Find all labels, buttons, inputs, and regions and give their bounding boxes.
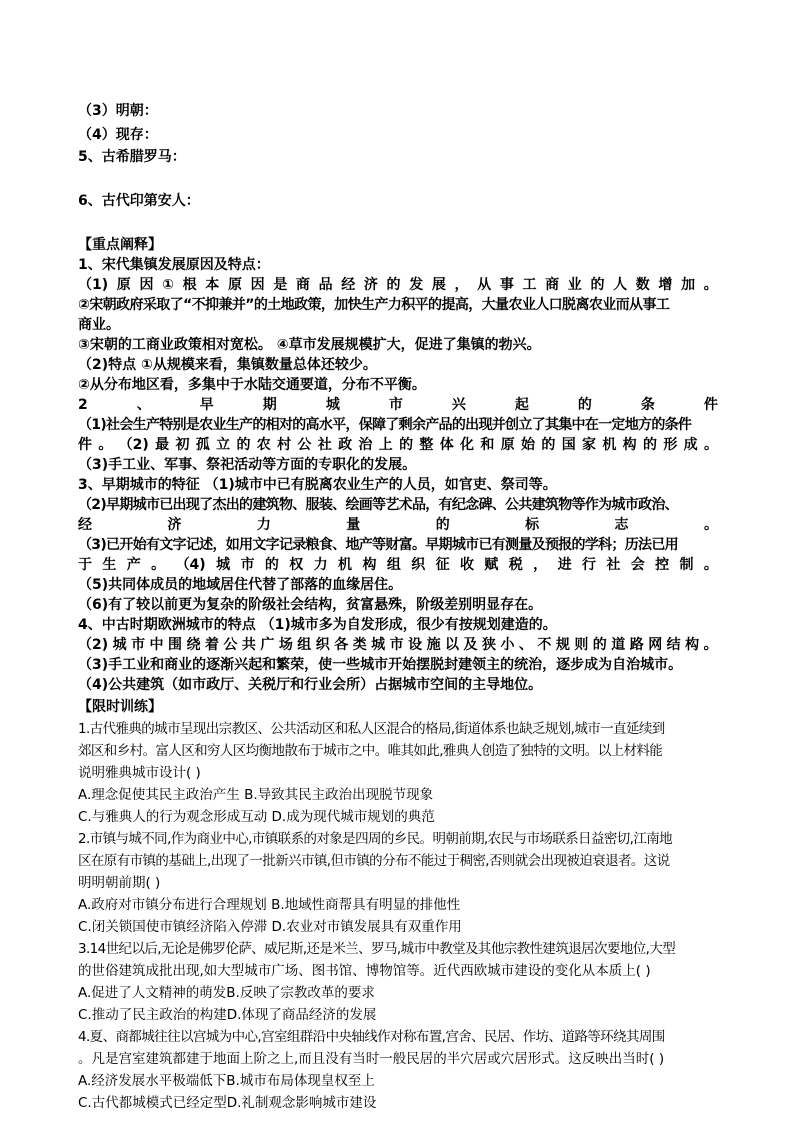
- p3-c3-a: （3)已开始有文字记述，如用文字记录粮食、地产等财富。早期城市已有测量及预报的学科；历法已用: [78, 537, 678, 553]
- p3-c3-token: 市: [240, 557, 255, 573]
- p2-c2-token: 的: [236, 437, 251, 453]
- p3-c3-token: 于: [78, 557, 92, 573]
- p3-c2-token: 。: [703, 517, 718, 533]
- p3-c3-token: 控: [655, 557, 670, 573]
- p2-title: [78, 396, 718, 415]
- p2-title-token: 件: [703, 397, 718, 413]
- p1-reason-token: 经: [341, 277, 356, 293]
- p3-c3-token: 机: [338, 557, 353, 573]
- p4-c2-token: 。: [703, 637, 718, 653]
- p1-reason3: ③宋朝的工商业政策相对宽松。 ④草市发展规模扩大，促进了集镇的勃兴。: [78, 337, 541, 353]
- p4-c2-token: 路: [629, 637, 644, 653]
- p1-reason2-a: ②宋朝政府采取了“不抑兼并”的土地政策，加快生产力积平的提高，大量农业人口脱离农业而从事工: [78, 297, 670, 313]
- p4-c2-token: 小: [500, 637, 515, 653]
- p2-title-token: 2: [78, 397, 88, 413]
- p2-title-token: 的: [577, 397, 592, 413]
- p4-c2-token: 中: [149, 637, 164, 653]
- q3-line-b: 的世俗建筑成批出现,如大型城市广场、图书馆、博物馆等。近代西欧城市建设的变化从本质上( ): [78, 963, 651, 979]
- p4-c2-token: 市: [131, 637, 146, 653]
- p3-c3-token: 城: [216, 557, 231, 573]
- p2-c2-token: 社: [317, 437, 332, 453]
- p2-c2-token: 化: [460, 437, 475, 453]
- p2-c2-token: 孤: [195, 437, 210, 453]
- p3-c3-token: 组: [386, 557, 401, 573]
- q4-line-a: 4.夏、商都城往往以宫城为中心,宫室组群沿中央轴线作对称布置,宫舍、民居、作坊、道路等环绕其周围: [78, 1029, 665, 1045]
- p2-c2-token: 的: [541, 437, 556, 453]
- p3-c3-token: 产: [126, 557, 141, 573]
- p4-c2-token: 规: [555, 637, 570, 653]
- p4-c2-token: 狭: [481, 637, 496, 653]
- p4-c2-token: （2): [78, 637, 109, 653]
- practice-heading: 【限时训练】: [78, 699, 162, 715]
- p3-c3-token: 力: [313, 557, 328, 573]
- p1-reason-token: 原: [116, 277, 131, 293]
- greece-line: 5、古希腊罗马：: [78, 149, 186, 165]
- p2-title-token: 期: [262, 397, 277, 413]
- p4-c2-token: 网: [648, 637, 663, 653]
- p4-c2-token: 围: [168, 637, 183, 653]
- p3-c2-a: （2)早期城市已出现了杰出的建筑物、服装、绘画等艺术品，有纪念碑、公共建筑物等作为城市政治、: [78, 497, 678, 513]
- p2-c2-token: 农: [256, 437, 271, 453]
- p3-c3-token: 制: [679, 557, 694, 573]
- q1-line-a: 1.古代雅典的城市呈现出宗教区、公共活动区和私人区混合的格局,街道体系也缺乏规划,城市一直延续到: [78, 721, 665, 737]
- p3-c3-token: 收: [460, 557, 474, 573]
- p2-title-token: 兴: [451, 397, 466, 413]
- p4-c2-token: 城: [371, 637, 386, 653]
- key-points-heading: 【重点阐释】: [78, 237, 162, 253]
- p4-c2-token: 施: [426, 637, 441, 653]
- q2-line-b: 区在原有市镇的基础上,出现了一批新兴市镇,但市镇的分布不能过于稠密,否则就会出现被迫衰退者。这说: [78, 853, 670, 869]
- q3-options-ab: A.促进了人文精神的萌发B.反映了宗教改革的要求: [78, 985, 375, 1001]
- p2-c3: （3)手工业、军事、祭祀活动等方面的专职化的发展。: [78, 457, 417, 473]
- p1-reason-token: 的: [386, 277, 401, 293]
- p1-reason-token: 加: [681, 277, 696, 293]
- p1-reason-token: 因: [139, 277, 154, 293]
- p3-c2-token: 经: [78, 517, 92, 533]
- p2-c2-token: 。: [703, 437, 718, 453]
- p2-c2-token: 的: [399, 437, 414, 453]
- p2-c2-token: 原: [500, 437, 515, 453]
- p3-c3-token: 权: [289, 557, 304, 573]
- p2-c2-token: 件: [78, 437, 92, 453]
- p2-c2-token: 始: [521, 437, 536, 453]
- p3-c2-token: 志: [614, 517, 629, 533]
- p1-reason2-b: 商业。: [78, 317, 120, 333]
- p1-reason-token: 原: [227, 277, 242, 293]
- p4-c3: （3)手工业和商业的逐渐兴起和繁荣，使一些城市开始摆脱封建领主的统治，逐步成为自治城市。: [78, 657, 683, 673]
- p4-c4: （4)公共建筑（如市政厅、关税厅和行业会所）占据城市空间的主导地位。: [78, 677, 543, 693]
- q4-line-b: 。凡是宫室建筑都建于地面上阶之上,而且没有当时一般民居的半穴居或穴居形式。这反映出当时( ): [78, 1051, 665, 1067]
- p3-c3-token: ，: [533, 557, 548, 573]
- q4-options-ab: A.经济发展水平极端低下B.城市布局体现皇权至上: [78, 1073, 375, 1089]
- p1-reason-token: 数: [635, 277, 650, 293]
- p2-c2-token: 整: [419, 437, 434, 453]
- p1-reason-token: 本: [205, 277, 220, 293]
- p2-c2-token: 公: [297, 437, 312, 453]
- p2-title-token: 、: [136, 397, 151, 413]
- ming-line: （3）明朝：: [78, 103, 158, 119]
- p1-reason-token: 发: [409, 277, 424, 293]
- p2-c2-token: 国: [561, 437, 576, 453]
- q2-line-c: 明明朝前期( ): [78, 875, 161, 891]
- p4-c2-token: 类: [352, 637, 367, 653]
- p4-c2-token: 不: [537, 637, 552, 653]
- p2-c2-token: （2): [118, 437, 149, 453]
- q4-options-cd: C.古代都城模式已经定型D.礼制观念影响城市建设: [78, 1095, 377, 1111]
- p2-title-token: 早: [199, 397, 214, 413]
- p4-c2-token: 着: [204, 637, 219, 653]
- p3-c5: （5)共同体成员的地域居住代替了部落的血缘居住。: [78, 577, 403, 593]
- p3-c3-token: 织: [411, 557, 426, 573]
- p4-c2-token: 共: [241, 637, 256, 653]
- p1-reason-token: ①: [162, 277, 174, 293]
- p2-c2-token: 家: [582, 437, 597, 453]
- p4-c2: [78, 636, 718, 655]
- p1-title: 1、宋代集镇发展原因及特点：: [78, 257, 270, 273]
- p2-c2: [78, 436, 718, 455]
- p3-c3-token: 赋: [484, 557, 499, 573]
- p2-c2-token: 机: [602, 437, 617, 453]
- p1-reason-token: 业: [567, 277, 582, 293]
- p1-reason-token: 根: [182, 277, 197, 293]
- q2-options-cd: C.闭关锁国使市镇经济陷入停滞 D.农业对市镇发展具有双重作用: [78, 919, 462, 935]
- p3-c2-token: 力: [256, 517, 271, 533]
- p1-reason-token: 人: [613, 277, 628, 293]
- p2-c2-token: 。: [98, 437, 113, 453]
- p2-c2-token: 体: [439, 437, 454, 453]
- p3-c6: （6)有了较以前更为复杂的阶级社会结构，贫富悬殊，阶级差别明显存在。: [78, 597, 543, 613]
- p3-c3-token: 行: [581, 557, 596, 573]
- p1-reason-token: （1): [78, 277, 109, 293]
- p3-c3-b: [78, 556, 718, 575]
- p3-c2-token: 的: [435, 517, 450, 533]
- p4-c2-token: 以: [445, 637, 460, 653]
- p4-c2-token: 场: [278, 637, 293, 653]
- p4-c2-token: 城: [112, 637, 127, 653]
- p3-c3-token: 征: [435, 557, 450, 573]
- p3-c3-token: 会: [630, 557, 645, 573]
- p1-reason-token: 事: [499, 277, 514, 293]
- p4-c2-token: 及: [463, 637, 478, 653]
- p2-c2-token: 初: [175, 437, 190, 453]
- p4-c2-token: 设: [408, 637, 423, 653]
- p4-c2-token: 的: [592, 637, 607, 653]
- p3-c2-b: [78, 516, 718, 535]
- p2-c2-token: 政: [338, 437, 353, 453]
- p4-c2-token: 构: [685, 637, 700, 653]
- p1-reason-token: 工: [522, 277, 537, 293]
- q3-options-cd: C.推动了民主政治的构建D.体现了商品经济的发展: [78, 1007, 377, 1023]
- p1-reason-token: 济: [363, 277, 378, 293]
- p4-c2-token: 市: [389, 637, 404, 653]
- p1-reason-token: 从: [477, 277, 492, 293]
- p2-c2-token: 构: [622, 437, 637, 453]
- p2-c2-token: 治: [358, 437, 373, 453]
- india-line: 6、古代印第安人：: [78, 193, 200, 209]
- p2-c1: （1)社会生产特别是农业生产的相对的高水平，保障了剩余产品的出现并创立了其集中在一定地方的条件: [78, 417, 692, 433]
- p4-c2-token: 道: [611, 637, 626, 653]
- p1-reason-token: 增: [658, 277, 673, 293]
- p1-reason-token: 是: [273, 277, 288, 293]
- q1-options-cd: C.与雅典人的行为观念形成互动 D.成为现代城市规划的典范: [78, 809, 435, 825]
- p3-c2-token: 标: [525, 517, 540, 533]
- now-line: （4）现存：: [78, 127, 158, 143]
- p3-c3-token: 生: [102, 557, 117, 573]
- p1-reason-token: 商: [295, 277, 310, 293]
- p1-feat1: （2)特点 ①从规模来看，集镇数量总体还较少。: [78, 357, 377, 373]
- p3-c3-token: 社: [606, 557, 621, 573]
- p4-c2-token: 织: [315, 637, 330, 653]
- p2-c2-token: 和: [480, 437, 495, 453]
- p4-c2-token: 公: [223, 637, 238, 653]
- p2-c2-token: 最: [155, 437, 170, 453]
- p3-c3-token: 构: [362, 557, 377, 573]
- q2-options-ab: A.政府对市镇分布进行合理规划 B.地域性商帮具有明显的排他性: [78, 897, 461, 913]
- p2-title-token: 起: [514, 397, 529, 413]
- p3-title: 3、早期城市的特征 （1)城市中已有脱离农业生产的人员，如官吏、祭司等。: [78, 477, 557, 493]
- p1-reason-token: ，: [454, 277, 469, 293]
- p1-reason-token: 商: [545, 277, 560, 293]
- p1-feat2: ②从分布地区看，多集中于水陆交通要道，分布不平衡。: [78, 377, 426, 393]
- p4-c2-token: 结: [666, 637, 681, 653]
- p4-c2-token: 各: [334, 637, 349, 653]
- q2-line-a: 2.市镇与城不同,作为商业中心,市镇联系的对象是四周的乡民。明朝前期,农民与市场联系日益密切,江南地: [78, 831, 673, 847]
- p4-c2-token: 组: [297, 637, 312, 653]
- p4-c2-token: 、: [518, 637, 533, 653]
- p2-c2-token: 立: [216, 437, 231, 453]
- p3-c3-token: 税: [508, 557, 523, 573]
- p1-reason-token: 。: [703, 277, 718, 293]
- p2-c2-token: 的: [643, 437, 657, 453]
- p4-c2-token: 广: [260, 637, 275, 653]
- q1-line-c: 说明雅典城市设计( ): [78, 765, 201, 781]
- p3-c3-token: （4): [175, 557, 206, 573]
- p1-reason-token: 的: [590, 277, 605, 293]
- q1-options-ab: A.理念促使其民主政治产生 B.导致其民主政治出现脱节现象: [78, 787, 434, 803]
- q1-line-b: 郊区和乡村。富人区和穷人区均衡地散布于城市之中。唯其如此,雅典人创造了独特的文明。以上材料能: [78, 743, 663, 759]
- p2-title-token: 城: [325, 397, 340, 413]
- p3-c3-token: 进: [557, 557, 572, 573]
- p1-reason-line: [78, 276, 718, 295]
- p2-c2-token: 形: [663, 437, 678, 453]
- q3-line-a: 3.14世纪以后,无论是佛罗伦萨、威尼斯,还是米兰、罗马,城市中教堂及其他宗教性建筑退居次要地位,大型: [78, 941, 676, 957]
- p1-reason-token: 品: [318, 277, 333, 293]
- p2-title-token: 市: [388, 397, 403, 413]
- p4-title: 4、中古时期欧洲城市的特点 （1)城市多为自发形成，很少有按规划建造的。: [78, 617, 557, 633]
- p1-reason-token: 因: [250, 277, 265, 293]
- p3-c3-token: 。: [151, 557, 166, 573]
- p3-c2-token: 量: [346, 517, 361, 533]
- p2-c2-token: 村: [277, 437, 292, 453]
- p3-c3-token: 。: [703, 557, 718, 573]
- p4-c2-token: 则: [574, 637, 589, 653]
- p3-c3-token: 的: [264, 557, 279, 573]
- p1-reason-token: 展: [431, 277, 446, 293]
- p2-title-token: 条: [640, 397, 655, 413]
- p3-c2-token: 济: [167, 517, 182, 533]
- p2-c2-token: 上: [378, 437, 393, 453]
- p4-c2-token: 绕: [186, 637, 201, 653]
- p2-c2-token: 成: [683, 437, 698, 453]
